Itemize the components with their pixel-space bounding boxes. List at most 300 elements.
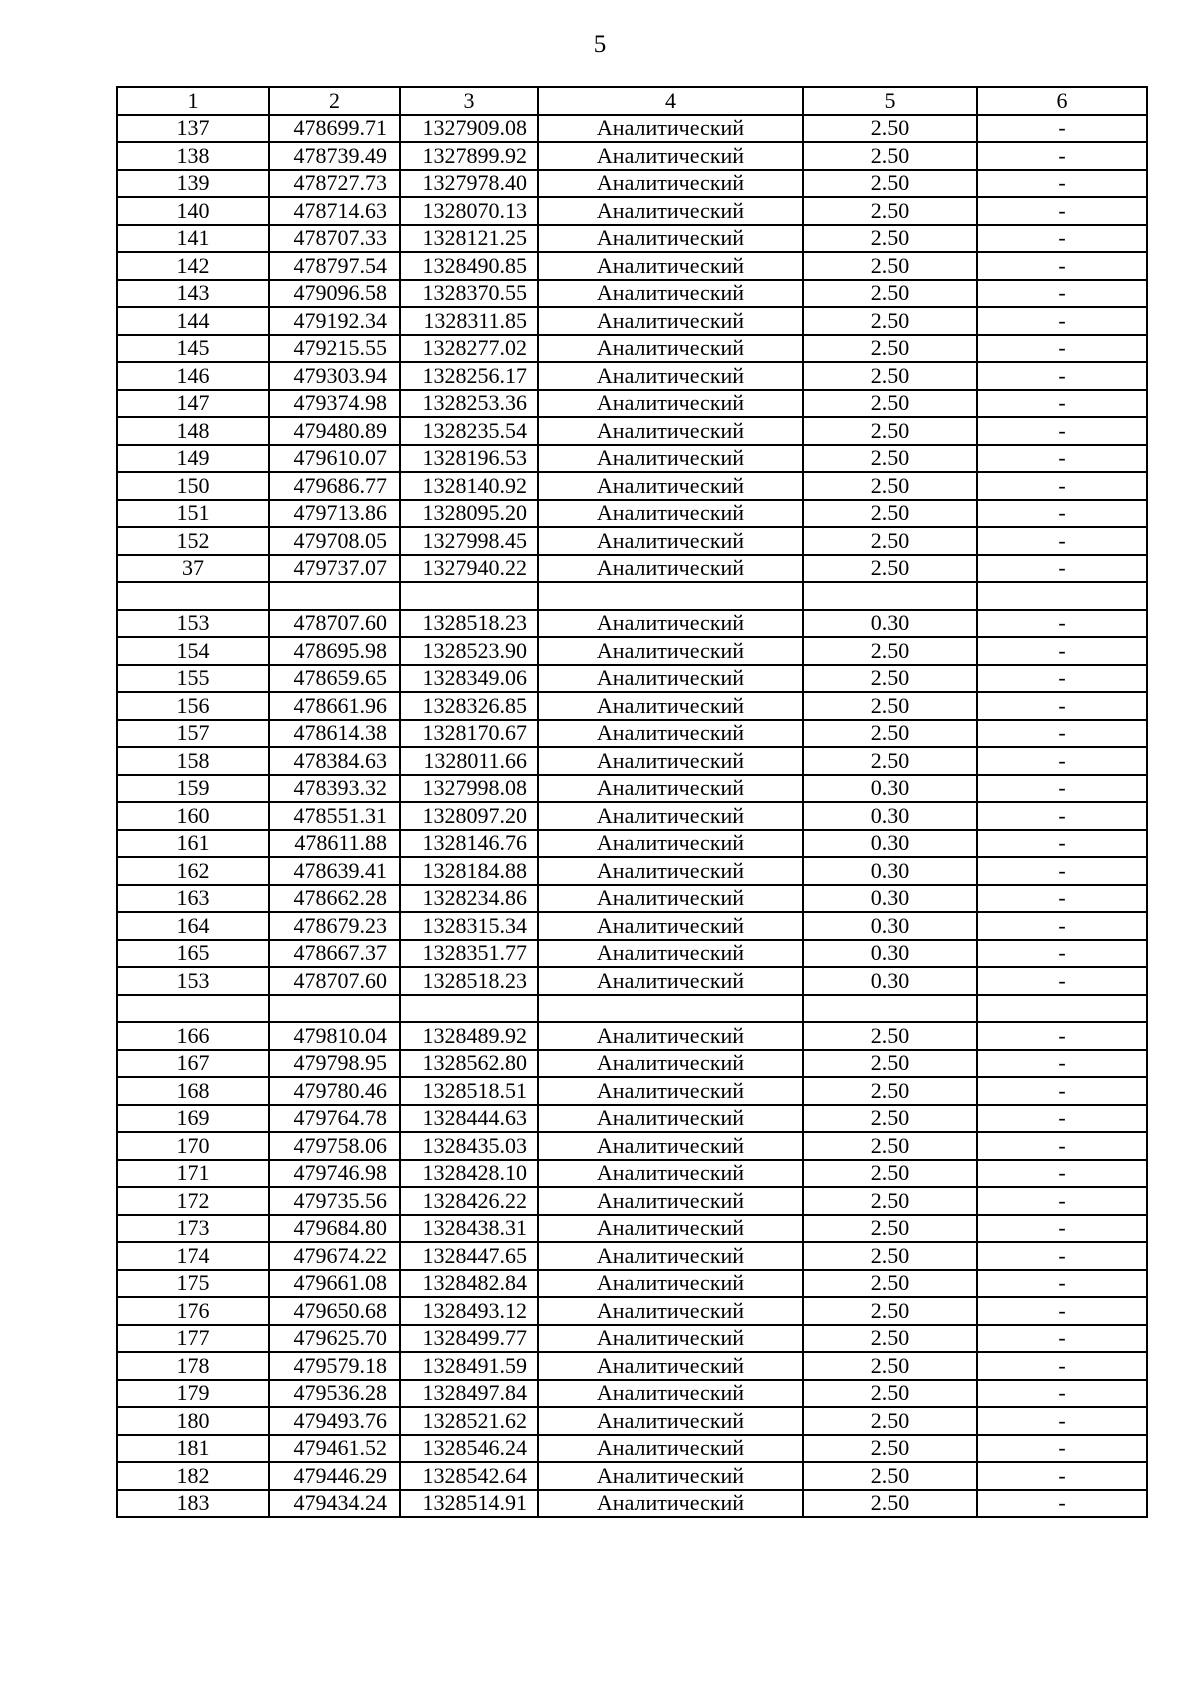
cell-point-number: 143 (117, 280, 269, 308)
cell-x-coordinate: 479096.58 (269, 280, 400, 308)
cell-x-coordinate: 479650.68 (269, 1297, 400, 1325)
cell-accuracy: 2.50 (803, 1077, 977, 1105)
cell-y-coordinate: 1328521.62 (400, 1407, 538, 1435)
cell-y-coordinate (400, 995, 538, 1023)
cell-note: - (977, 747, 1147, 775)
cell-y-coordinate: 1328095.20 (400, 500, 538, 528)
cell-x-coordinate: 479480.89 (269, 417, 400, 445)
cell-point-number: 178 (117, 1352, 269, 1380)
cell-point-number: 171 (117, 1160, 269, 1188)
cell-accuracy: 2.50 (803, 362, 977, 390)
cell-y-coordinate: 1328277.02 (400, 335, 538, 363)
cell-method: Аналитический (538, 472, 803, 500)
cell-accuracy: 2.50 (803, 1132, 977, 1160)
cell-point-number (117, 995, 269, 1023)
cell-point-number: 141 (117, 225, 269, 253)
cell-x-coordinate: 478679.23 (269, 912, 400, 940)
cell-note: - (977, 1435, 1147, 1463)
cell-x-coordinate: 479684.80 (269, 1215, 400, 1243)
cell-x-coordinate: 478707.33 (269, 225, 400, 253)
cell-method: Аналитический (538, 500, 803, 528)
cell-note: - (977, 115, 1147, 143)
cell-method: Аналитический (538, 225, 803, 253)
cell-y-coordinate: 1328542.64 (400, 1462, 538, 1490)
cell-point-number: 158 (117, 747, 269, 775)
table-row (117, 1325, 1147, 1353)
cell-x-coordinate: 479713.86 (269, 500, 400, 528)
cell-y-coordinate: 1328235.54 (400, 417, 538, 445)
cell-note: - (977, 527, 1147, 555)
cell-point-number: 151 (117, 500, 269, 528)
cell-accuracy: 2.50 (803, 225, 977, 253)
cell-note: - (977, 1407, 1147, 1435)
cell-y-coordinate: 1328497.84 (400, 1380, 538, 1408)
cell-note: - (977, 1022, 1147, 1050)
cell-y-coordinate: 1328491.59 (400, 1352, 538, 1380)
cell-method: Аналитический (538, 1325, 803, 1353)
cell-note: - (977, 307, 1147, 335)
header-col-1: 1 (117, 87, 269, 115)
table-row (117, 445, 1147, 473)
table-row (117, 555, 1147, 583)
cell-method: Аналитический (538, 335, 803, 363)
header-col-5: 5 (803, 87, 977, 115)
cell-note: - (977, 1490, 1147, 1518)
cell-x-coordinate: 479780.46 (269, 1077, 400, 1105)
cell-method: Аналитический (538, 280, 803, 308)
cell-x-coordinate: 478614.38 (269, 720, 400, 748)
cell-accuracy: 2.50 (803, 417, 977, 445)
table-row (117, 582, 1147, 610)
table-row (117, 1077, 1147, 1105)
cell-note: - (977, 1462, 1147, 1490)
cell-y-coordinate: 1328499.77 (400, 1325, 538, 1353)
cell-accuracy: 0.30 (803, 775, 977, 803)
table-row (117, 610, 1147, 638)
table-row (117, 252, 1147, 280)
cell-y-coordinate: 1328444.63 (400, 1105, 538, 1133)
cell-point-number: 138 (117, 142, 269, 170)
cell-method: Аналитический (538, 802, 803, 830)
cell-method: Аналитический (538, 1242, 803, 1270)
cell-point-number: 170 (117, 1132, 269, 1160)
cell-method: Аналитический (538, 940, 803, 968)
cell-accuracy: 2.50 (803, 1022, 977, 1050)
cell-note: - (977, 802, 1147, 830)
cell-y-coordinate: 1328351.77 (400, 940, 538, 968)
cell-y-coordinate: 1328489.92 (400, 1022, 538, 1050)
cell-x-coordinate: 479192.34 (269, 307, 400, 335)
cell-y-coordinate: 1328311.85 (400, 307, 538, 335)
cell-note: - (977, 1187, 1147, 1215)
cell-point-number: 152 (117, 527, 269, 555)
cell-accuracy (803, 995, 977, 1023)
cell-x-coordinate: 478384.63 (269, 747, 400, 775)
cell-method: Аналитический (538, 1380, 803, 1408)
cell-method: Аналитический (538, 1050, 803, 1078)
cell-method: Аналитический (538, 1215, 803, 1243)
cell-accuracy: 0.30 (803, 830, 977, 858)
cell-y-coordinate: 1328438.31 (400, 1215, 538, 1243)
cell-method: Аналитический (538, 1435, 803, 1463)
cell-method: Аналитический (538, 665, 803, 693)
cell-method: Аналитический (538, 170, 803, 198)
cell-x-coordinate: 479674.22 (269, 1242, 400, 1270)
cell-point-number: 165 (117, 940, 269, 968)
cell-point-number: 148 (117, 417, 269, 445)
cell-y-coordinate: 1328518.23 (400, 610, 538, 638)
cell-accuracy: 2.50 (803, 1105, 977, 1133)
header-row (117, 87, 1147, 115)
cell-note: - (977, 170, 1147, 198)
cell-accuracy: 2.50 (803, 1050, 977, 1078)
table-row (117, 912, 1147, 940)
cell-point-number: 153 (117, 967, 269, 995)
cell-y-coordinate: 1328097.20 (400, 802, 538, 830)
cell-point-number: 154 (117, 637, 269, 665)
cell-point-number: 182 (117, 1462, 269, 1490)
cell-point-number: 181 (117, 1435, 269, 1463)
cell-note: - (977, 1242, 1147, 1270)
table-row (117, 1407, 1147, 1435)
cell-y-coordinate: 1328184.88 (400, 857, 538, 885)
cell-note: - (977, 1380, 1147, 1408)
table-row (117, 1160, 1147, 1188)
cell-y-coordinate: 1328011.66 (400, 747, 538, 775)
cell-note (977, 582, 1147, 610)
cell-y-coordinate: 1328435.03 (400, 1132, 538, 1160)
table-row (117, 885, 1147, 913)
cell-method: Аналитический (538, 1160, 803, 1188)
cell-method: Аналитический (538, 830, 803, 858)
table-row (117, 967, 1147, 995)
header-col-2: 2 (269, 87, 400, 115)
cell-point-number: 169 (117, 1105, 269, 1133)
cell-accuracy: 2.50 (803, 197, 977, 225)
cell-note: - (977, 775, 1147, 803)
cell-y-coordinate: 1328253.36 (400, 390, 538, 418)
cell-point-number: 176 (117, 1297, 269, 1325)
cell-y-coordinate: 1327909.08 (400, 115, 538, 143)
cell-point-number: 161 (117, 830, 269, 858)
cell-note: - (977, 280, 1147, 308)
table-row (117, 637, 1147, 665)
cell-point-number: 144 (117, 307, 269, 335)
table-row (117, 1462, 1147, 1490)
cell-note: - (977, 692, 1147, 720)
table-row (117, 1490, 1147, 1518)
cell-accuracy: 2.50 (803, 170, 977, 198)
cell-x-coordinate: 478659.65 (269, 665, 400, 693)
cell-x-coordinate: 478661.96 (269, 692, 400, 720)
cell-method: Аналитический (538, 775, 803, 803)
cell-method: Аналитический (538, 1022, 803, 1050)
cell-method: Аналитический (538, 115, 803, 143)
cell-method: Аналитический (538, 1077, 803, 1105)
cell-method: Аналитический (538, 417, 803, 445)
cell-note: - (977, 335, 1147, 363)
cell-accuracy: 0.30 (803, 885, 977, 913)
cell-accuracy: 2.50 (803, 1242, 977, 1270)
cell-note: - (977, 1352, 1147, 1380)
table-row (117, 307, 1147, 335)
cell-method: Аналитический (538, 197, 803, 225)
cell-point-number: 140 (117, 197, 269, 225)
table-row (117, 775, 1147, 803)
page-number: 5 (593, 31, 607, 58)
table-row (117, 1132, 1147, 1160)
cell-method: Аналитический (538, 1105, 803, 1133)
table-row (117, 417, 1147, 445)
cell-note: - (977, 225, 1147, 253)
table-row (117, 1242, 1147, 1270)
cell-point-number: 174 (117, 1242, 269, 1270)
cell-accuracy: 2.50 (803, 1160, 977, 1188)
header-col-3: 3 (400, 87, 538, 115)
cell-x-coordinate: 479625.70 (269, 1325, 400, 1353)
cell-accuracy: 2.50 (803, 1462, 977, 1490)
cell-accuracy: 2.50 (803, 1380, 977, 1408)
cell-method: Аналитический (538, 307, 803, 335)
cell-y-coordinate: 1328234.86 (400, 885, 538, 913)
cell-accuracy: 2.50 (803, 335, 977, 363)
cell-x-coordinate: 479798.95 (269, 1050, 400, 1078)
cell-point-number: 168 (117, 1077, 269, 1105)
cell-note: - (977, 252, 1147, 280)
table-row (117, 1050, 1147, 1078)
cell-note: - (977, 720, 1147, 748)
cell-method: Аналитический (538, 720, 803, 748)
table-row (117, 225, 1147, 253)
cell-method: Аналитический (538, 967, 803, 995)
cell-method (538, 995, 803, 1023)
cell-x-coordinate: 479610.07 (269, 445, 400, 473)
cell-x-coordinate: 478695.98 (269, 637, 400, 665)
cell-note: - (977, 142, 1147, 170)
cell-point-number: 179 (117, 1380, 269, 1408)
cell-y-coordinate: 1327899.92 (400, 142, 538, 170)
cell-x-coordinate (269, 995, 400, 1023)
cell-accuracy: 2.50 (803, 692, 977, 720)
cell-accuracy: 2.50 (803, 115, 977, 143)
cell-accuracy: 2.50 (803, 1270, 977, 1298)
cell-note: - (977, 197, 1147, 225)
cell-accuracy: 2.50 (803, 500, 977, 528)
cell-accuracy: 2.50 (803, 1490, 977, 1518)
cell-y-coordinate: 1327978.40 (400, 170, 538, 198)
cell-x-coordinate: 479493.76 (269, 1407, 400, 1435)
cell-note (977, 995, 1147, 1023)
cell-method: Аналитический (538, 1187, 803, 1215)
table-row (117, 802, 1147, 830)
cell-x-coordinate: 479758.06 (269, 1132, 400, 1160)
cell-accuracy: 2.50 (803, 1325, 977, 1353)
table-row (117, 940, 1147, 968)
cell-x-coordinate: 478551.31 (269, 802, 400, 830)
cell-accuracy: 2.50 (803, 445, 977, 473)
cell-accuracy: 2.50 (803, 637, 977, 665)
cell-accuracy: 2.50 (803, 390, 977, 418)
cell-point-number: 153 (117, 610, 269, 638)
cell-point-number: 145 (117, 335, 269, 363)
cell-y-coordinate: 1328493.12 (400, 1297, 538, 1325)
cell-method: Аналитический (538, 912, 803, 940)
cell-method: Аналитический (538, 390, 803, 418)
table-row (117, 1435, 1147, 1463)
cell-accuracy: 2.50 (803, 720, 977, 748)
cell-accuracy: 2.50 (803, 1435, 977, 1463)
cell-method: Аналитический (538, 252, 803, 280)
table-row (117, 500, 1147, 528)
cell-note: - (977, 940, 1147, 968)
cell-accuracy: 2.50 (803, 747, 977, 775)
table-row (117, 747, 1147, 775)
cell-accuracy: 0.30 (803, 610, 977, 638)
cell-x-coordinate: 479374.98 (269, 390, 400, 418)
cell-method: Аналитический (538, 747, 803, 775)
cell-accuracy: 0.30 (803, 802, 977, 830)
table-row (117, 527, 1147, 555)
cell-accuracy: 2.50 (803, 307, 977, 335)
cell-method (538, 582, 803, 610)
cell-y-coordinate: 1328518.23 (400, 967, 538, 995)
cell-accuracy: 2.50 (803, 1352, 977, 1380)
cell-note: - (977, 500, 1147, 528)
cell-note: - (977, 610, 1147, 638)
cell-point-number: 37 (117, 555, 269, 583)
cell-method: Аналитический (538, 885, 803, 913)
cell-x-coordinate: 478739.49 (269, 142, 400, 170)
cell-note: - (977, 857, 1147, 885)
header-col-4: 4 (538, 87, 803, 115)
table-row (117, 335, 1147, 363)
cell-x-coordinate: 479579.18 (269, 1352, 400, 1380)
cell-x-coordinate: 478662.28 (269, 885, 400, 913)
cell-accuracy: 2.50 (803, 555, 977, 583)
cell-y-coordinate: 1328482.84 (400, 1270, 538, 1298)
cell-y-coordinate: 1328349.06 (400, 665, 538, 693)
cell-x-coordinate: 478639.41 (269, 857, 400, 885)
table-row (117, 1297, 1147, 1325)
cell-accuracy: 2.50 (803, 1215, 977, 1243)
table-row (117, 1270, 1147, 1298)
cell-y-coordinate: 1328170.67 (400, 720, 538, 748)
table-row (117, 197, 1147, 225)
cell-y-coordinate: 1328518.51 (400, 1077, 538, 1105)
cell-x-coordinate: 478707.60 (269, 967, 400, 995)
cell-note: - (977, 1215, 1147, 1243)
cell-accuracy: 2.50 (803, 280, 977, 308)
cell-y-coordinate: 1328140.92 (400, 472, 538, 500)
cell-note: - (977, 1077, 1147, 1105)
cell-accuracy: 2.50 (803, 1407, 977, 1435)
cell-accuracy: 2.50 (803, 1187, 977, 1215)
cell-accuracy: 2.50 (803, 1297, 977, 1325)
table-row (117, 692, 1147, 720)
table-body (117, 115, 1147, 1518)
cell-x-coordinate: 479215.55 (269, 335, 400, 363)
cell-note: - (977, 417, 1147, 445)
cell-point-number: 147 (117, 390, 269, 418)
cell-note: - (977, 665, 1147, 693)
cell-method: Аналитический (538, 555, 803, 583)
cell-method: Аналитический (538, 527, 803, 555)
cell-method: Аналитический (538, 1352, 803, 1380)
cell-y-coordinate: 1328326.85 (400, 692, 538, 720)
cell-y-coordinate: 1328523.90 (400, 637, 538, 665)
cell-point-number: 156 (117, 692, 269, 720)
cell-y-coordinate: 1328490.85 (400, 252, 538, 280)
table-row (117, 142, 1147, 170)
cell-x-coordinate: 479746.98 (269, 1160, 400, 1188)
cell-note: - (977, 912, 1147, 940)
cell-x-coordinate: 479737.07 (269, 555, 400, 583)
cell-x-coordinate: 478714.63 (269, 197, 400, 225)
cell-point-number: 146 (117, 362, 269, 390)
cell-point-number: 157 (117, 720, 269, 748)
cell-accuracy: 2.50 (803, 252, 977, 280)
cell-note: - (977, 967, 1147, 995)
cell-x-coordinate: 479536.28 (269, 1380, 400, 1408)
cell-point-number: 183 (117, 1490, 269, 1518)
cell-note: - (977, 472, 1147, 500)
table-row (117, 857, 1147, 885)
cell-x-coordinate (269, 582, 400, 610)
table-row (117, 170, 1147, 198)
cell-point-number: 160 (117, 802, 269, 830)
cell-method: Аналитический (538, 1270, 803, 1298)
table-row (117, 115, 1147, 143)
cell-y-coordinate: 1328315.34 (400, 912, 538, 940)
cell-accuracy: 0.30 (803, 912, 977, 940)
cell-method: Аналитический (538, 445, 803, 473)
cell-note: - (977, 1160, 1147, 1188)
cell-point-number (117, 582, 269, 610)
cell-note: - (977, 830, 1147, 858)
cell-y-coordinate: 1328426.22 (400, 1187, 538, 1215)
cell-y-coordinate: 1327998.45 (400, 527, 538, 555)
cell-point-number: 137 (117, 115, 269, 143)
cell-method: Аналитический (538, 637, 803, 665)
cell-y-coordinate: 1328447.65 (400, 1242, 538, 1270)
cell-x-coordinate: 478797.54 (269, 252, 400, 280)
cell-note: - (977, 1325, 1147, 1353)
cell-note: - (977, 885, 1147, 913)
cell-method: Аналитический (538, 142, 803, 170)
cell-x-coordinate: 478393.32 (269, 775, 400, 803)
cell-point-number: 166 (117, 1022, 269, 1050)
table-row (117, 390, 1147, 418)
table-row (117, 720, 1147, 748)
cell-method: Аналитический (538, 610, 803, 638)
cell-x-coordinate: 479735.56 (269, 1187, 400, 1215)
cell-method: Аналитический (538, 1490, 803, 1518)
table-row (117, 665, 1147, 693)
cell-point-number: 149 (117, 445, 269, 473)
cell-x-coordinate: 479303.94 (269, 362, 400, 390)
header-col-6: 6 (977, 87, 1147, 115)
cell-y-coordinate: 1328070.13 (400, 197, 538, 225)
cell-x-coordinate: 479446.29 (269, 1462, 400, 1490)
cell-note: - (977, 1105, 1147, 1133)
cell-note: - (977, 1050, 1147, 1078)
cell-y-coordinate: 1328562.80 (400, 1050, 538, 1078)
table-row (117, 830, 1147, 858)
table-row (117, 1022, 1147, 1050)
cell-x-coordinate: 478611.88 (269, 830, 400, 858)
cell-point-number: 177 (117, 1325, 269, 1353)
cell-y-coordinate: 1327940.22 (400, 555, 538, 583)
